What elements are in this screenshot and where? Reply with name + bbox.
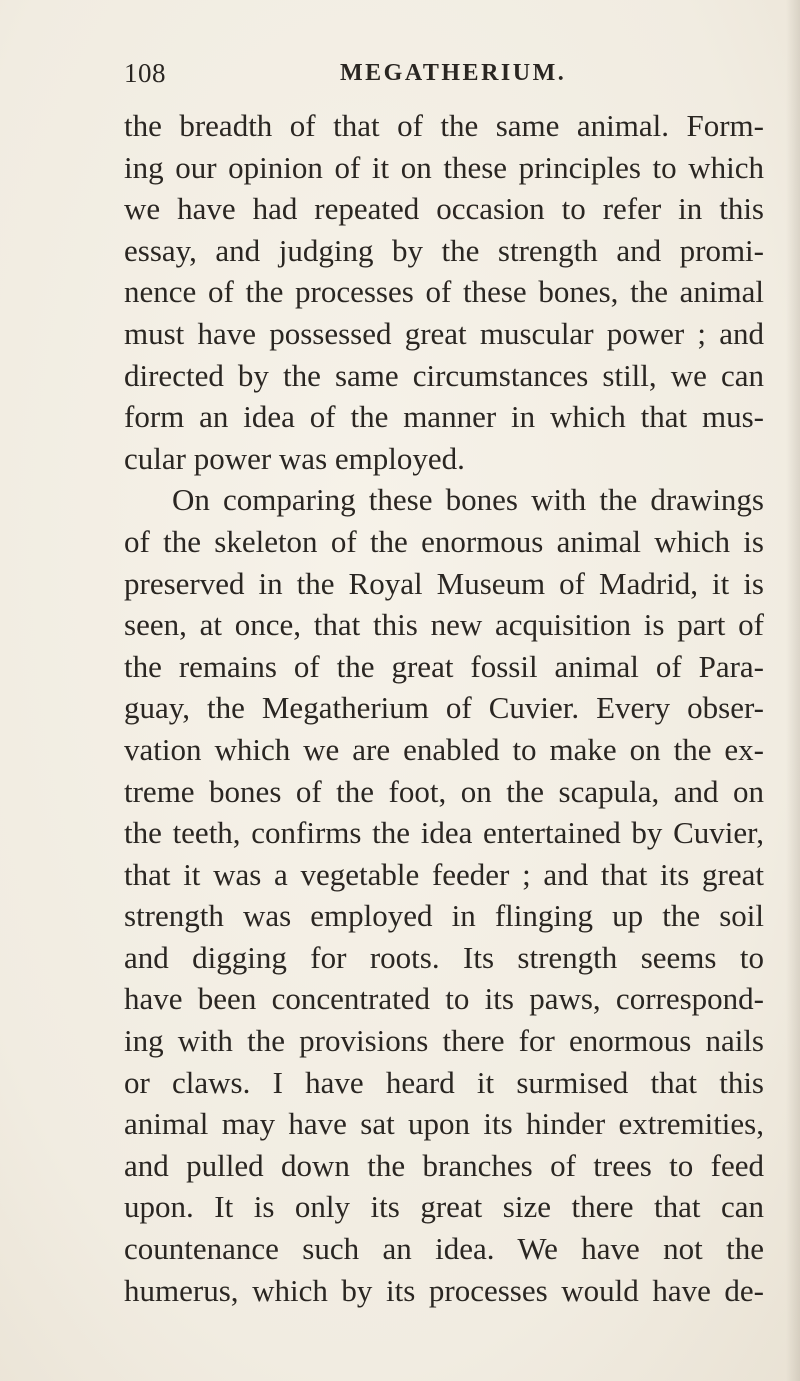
text-line: the teeth, confirms the idea entertained by Cuvier, — [124, 815, 764, 851]
text-line: countenance such an idea. We have not the — [124, 1231, 764, 1267]
text-line: the remains of the great fossil animal of Para- — [124, 648, 764, 684]
text-line: the breadth of that of the same animal. Form- — [124, 108, 764, 143]
text-line: we have had repeated occasion to refer in this — [124, 191, 764, 227]
text-line: essay, and judging by the strength and promi- — [124, 232, 764, 268]
paragraph-start-line: On comparing these bones with the drawings — [172, 482, 764, 518]
page-header — [124, 58, 764, 98]
text-line: must have possessed great muscular power ; and — [124, 315, 764, 351]
text-line: ing our opinion of it on these principles to which — [124, 149, 764, 185]
text-line: treme bones of the foot, on the scapula, and on — [124, 773, 764, 809]
text-line: strength was employed in flinging up the soil — [124, 898, 764, 934]
text-line: nence of the processes of these bones, the animal — [124, 274, 764, 310]
running-head: MEGATHERIUM. — [340, 60, 567, 86]
text-line: guay, the Megatherium of Cuvier. Every obser- — [124, 690, 764, 726]
text-line: of the skeleton of the enormous animal which is — [124, 523, 764, 559]
text-line: seen, at once, that this new acquisition is part of — [124, 607, 764, 643]
text-line: upon. It is only its great size there that can — [124, 1189, 764, 1225]
text-line: humerus, which by its processes would have de- — [124, 1272, 764, 1308]
text-line: preserved in the Royal Museum of Madrid, it is — [124, 565, 764, 601]
paragraph-end-line: cular power was employed. — [124, 440, 465, 476]
text-line: have been concentrated to its paws, correspond- — [124, 981, 764, 1017]
body-text — [124, 105, 764, 1311]
page-number: 108 — [124, 58, 166, 88]
text-line: that it was a vegetable feeder ; and that its great — [124, 856, 764, 892]
text-line: animal may have sat upon its hinder extremities, — [124, 1106, 764, 1142]
text-line: directed by the same circumstances still, we can — [124, 357, 764, 393]
text-line: and digging for roots. Its strength seems to — [124, 939, 764, 975]
text-line: or claws. I have heard it surmised that this — [124, 1064, 764, 1100]
page-edge-shadow — [786, 0, 800, 1381]
text-line: and pulled down the branches of trees to feed — [124, 1147, 764, 1183]
text-line: ing with the provisions there for enormous nails — [124, 1023, 764, 1059]
text-line: form an idea of the manner in which that mus- — [124, 399, 764, 435]
text-line: vation which we are enabled to make on the ex- — [124, 731, 764, 767]
